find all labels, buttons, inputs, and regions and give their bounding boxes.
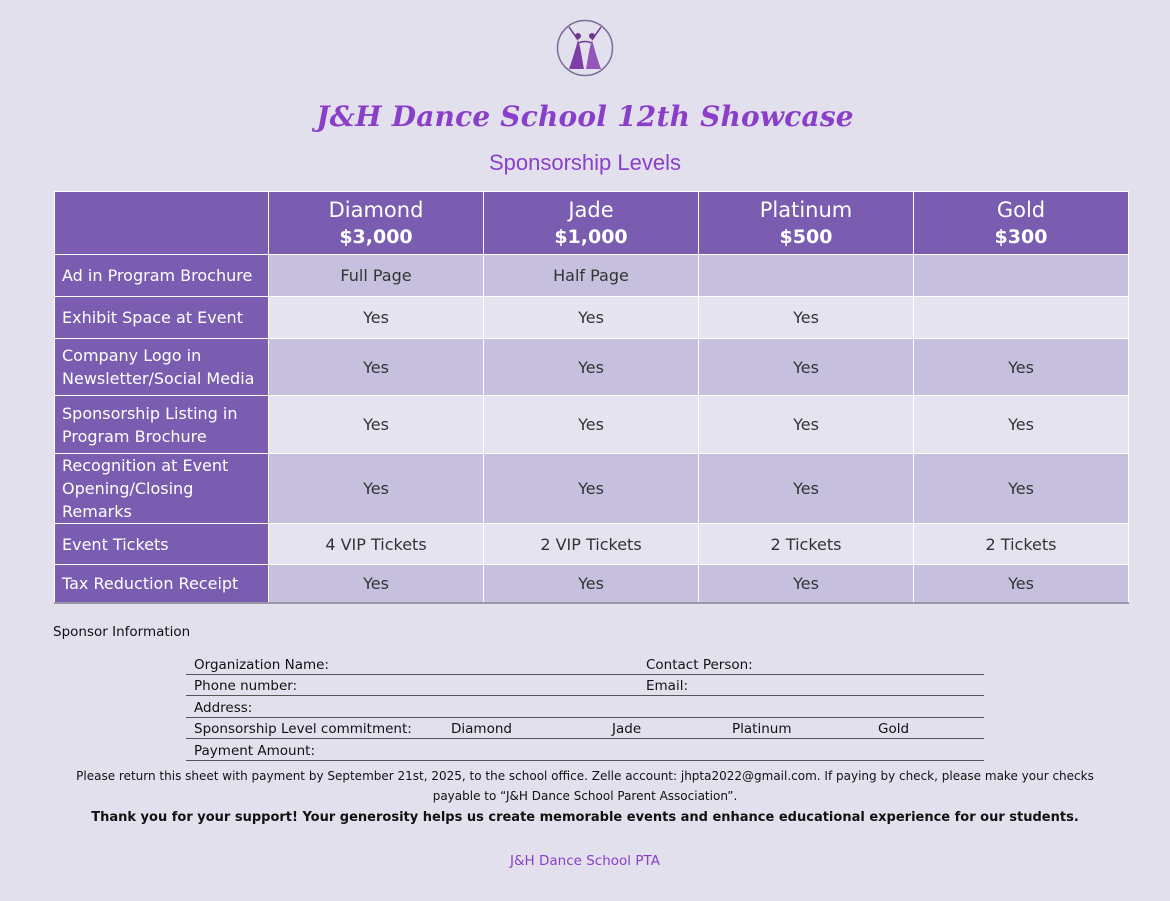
benefit-cell: Yes bbox=[484, 454, 699, 524]
organization-name-field[interactable]: Organization Name: bbox=[194, 656, 329, 673]
benefit-cell: Yes bbox=[914, 454, 1129, 524]
thank-you-message: Thank you for your support! Your generosity helps us create memorable events and enhance educational experience for our students. bbox=[91, 810, 1079, 825]
option-gold[interactable]: Gold bbox=[878, 721, 910, 737]
email-field[interactable]: Email: bbox=[646, 678, 689, 694]
benefit-cell: Yes bbox=[699, 297, 914, 339]
table-row bbox=[55, 297, 1129, 339]
payment-amount-field[interactable]: Payment Amount: bbox=[194, 742, 315, 759]
benefit-label: Tax Reduction Receipt bbox=[55, 565, 269, 603]
level-price: $3,000 bbox=[339, 226, 413, 248]
page-title: J&H Dance School 12th Showcase bbox=[316, 100, 854, 133]
page-subtitle: Sponsorship Levels bbox=[488, 150, 681, 175]
benefit-cell: Yes bbox=[914, 565, 1129, 603]
level-header-gold bbox=[914, 192, 1129, 255]
benefit-label: Event Tickets bbox=[55, 524, 269, 565]
level-price: $500 bbox=[779, 226, 833, 248]
dancers-logo bbox=[556, 19, 614, 77]
header-corner-cell bbox=[55, 192, 269, 255]
form-row bbox=[186, 675, 984, 697]
table-row bbox=[55, 396, 1129, 454]
table-row bbox=[55, 339, 1129, 396]
benefit-cell: 2 VIP Tickets bbox=[484, 524, 699, 565]
benefit-cell: Full Page bbox=[269, 255, 484, 297]
option-jade[interactable]: Jade bbox=[612, 721, 642, 737]
form-row bbox=[186, 653, 984, 675]
benefit-cell: Yes bbox=[269, 396, 484, 454]
sponsor-info-heading: Sponsor Information bbox=[53, 624, 191, 640]
level-price: $1,000 bbox=[554, 226, 628, 248]
benefit-cell: Yes bbox=[914, 339, 1129, 396]
benefit-cell: Yes bbox=[699, 396, 914, 454]
level-header-jade bbox=[484, 192, 699, 255]
benefit-cell bbox=[699, 255, 914, 297]
benefit-cell: Yes bbox=[699, 454, 914, 524]
level-header-platinum bbox=[699, 192, 914, 255]
benefit-cell: Yes bbox=[699, 339, 914, 396]
level-name: Platinum bbox=[759, 198, 853, 222]
benefit-label: Sponsorship Listing in Program Brochure bbox=[55, 396, 269, 454]
option-diamond[interactable]: Diamond bbox=[451, 721, 512, 737]
table-row bbox=[55, 255, 1129, 297]
benefit-cell: Yes bbox=[699, 565, 914, 603]
benefit-cell bbox=[914, 255, 1129, 297]
benefit-cell: Yes bbox=[269, 565, 484, 603]
footer-signature: J&H Dance School PTA bbox=[510, 853, 660, 869]
table-row bbox=[55, 454, 1129, 524]
benefit-cell: Yes bbox=[484, 339, 699, 396]
form-row bbox=[186, 718, 984, 740]
benefit-cell: 2 Tickets bbox=[914, 524, 1129, 565]
table-row bbox=[55, 524, 1129, 565]
benefit-cell: Yes bbox=[484, 396, 699, 454]
sponsorship-levels-table bbox=[54, 191, 1129, 604]
level-name: Jade bbox=[568, 198, 614, 222]
return-notice: Please return this sheet with payment by September 21st, 2025, to the school office. Zelle account: jhpta2022@gmail.com. If paying by check, please make your checks payable to “J&H Dance School Parent Association”. bbox=[76, 769, 1094, 803]
level-header-diamond bbox=[269, 192, 484, 255]
commitment-label: Sponsorship Level commitment: bbox=[194, 721, 412, 737]
benefit-label: Recognition at Event Opening/Closing Remarks bbox=[55, 454, 269, 524]
benefit-label: Company Logo in Newsletter/Social Media bbox=[55, 339, 269, 396]
benefit-cell: Yes bbox=[484, 297, 699, 339]
benefit-cell: Yes bbox=[269, 454, 484, 524]
benefit-label: Exhibit Space at Event bbox=[55, 297, 269, 339]
option-platinum[interactable]: Platinum bbox=[732, 721, 792, 737]
benefit-cell: 4 VIP Tickets bbox=[269, 524, 484, 565]
level-name: Diamond bbox=[328, 198, 424, 222]
benefit-label: Ad in Program Brochure bbox=[55, 255, 269, 297]
benefit-cell: Yes bbox=[914, 396, 1129, 454]
table-row bbox=[55, 565, 1129, 603]
sponsor-form bbox=[186, 653, 984, 761]
benefit-cell: Yes bbox=[269, 297, 484, 339]
benefit-cell: Yes bbox=[484, 565, 699, 603]
benefit-cell: 2 Tickets bbox=[699, 524, 914, 565]
form-row bbox=[186, 739, 984, 761]
benefit-cell bbox=[914, 297, 1129, 339]
benefit-cell: Half Page bbox=[484, 255, 699, 297]
form-row bbox=[186, 696, 984, 718]
level-name: Gold bbox=[996, 198, 1046, 222]
address-field[interactable]: Address: bbox=[194, 699, 253, 716]
benefit-cell: Yes bbox=[269, 339, 484, 396]
contact-person-field[interactable]: Contact Person: bbox=[646, 656, 753, 673]
phone-number-field[interactable]: Phone number: bbox=[194, 678, 298, 694]
level-price: $300 bbox=[994, 226, 1048, 248]
